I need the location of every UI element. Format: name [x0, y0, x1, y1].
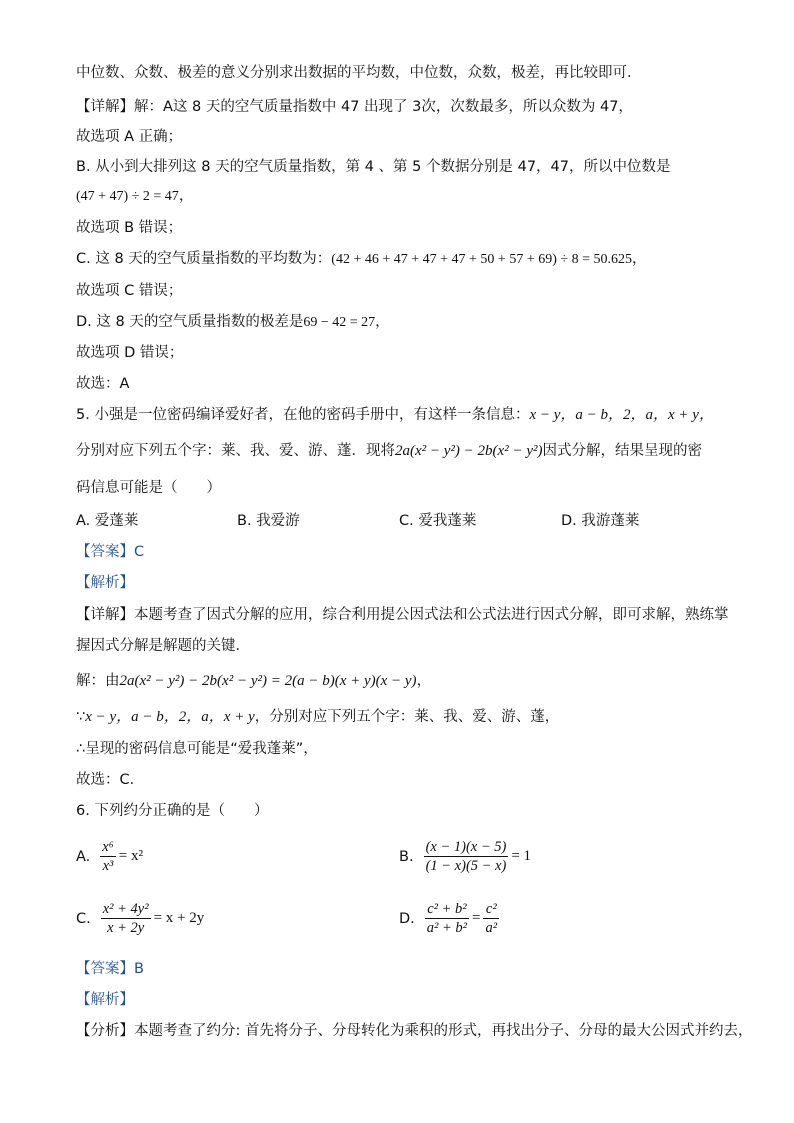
- text-line: B. 从小到大排列这 8 天的空气质量指数，第 4 、第 5 个数据分别是 47，47，所以中位数是: [76, 159, 671, 175]
- math-expression: x − y，a − b，2，a，x + y: [85, 709, 255, 725]
- question-5: 5. 小强是一位密码编译爱好者，在他的密码手册中，有这样一条信息：x − y，a − b，2，a，x + y，: [76, 407, 714, 423]
- analysis-tag: 【解析】: [76, 992, 134, 1008]
- text-line: 分别对应下列五个字：莱、我、爱、游、蓬．现将2a(x² − y²) − 2b(x² − y²)因式分解，结果呈现的密: [76, 443, 702, 459]
- text-line: (47 + 47) ÷ 2 = 47，: [76, 188, 194, 204]
- text-line: ∵x − y，a − b，2，a，x + y，分别对应下列五个字：莱、我、爱、游、蓬，: [76, 709, 560, 725]
- fraction: $\frac{\text{c²}}{\text{a²}}$: [485, 901, 498, 936]
- option-d: D. $\frac{\text{c² + b²}}{\text{a² + b²}}$ = $\frac{\text{c²}}{\text{a²}}$: [399, 901, 498, 936]
- math-expression: (42 + 46 + 47 + 47 + 47 + 50 + 57 + 69) ÷ 8 = 50.625: [331, 252, 632, 267]
- option-b: B. 我爱游: [237, 513, 300, 529]
- text-line: 【分析】本题考查了约分: 首先将分子、分母转化为乘积的形式，再找出分子、分母的最大公因式并约去，: [76, 1023, 753, 1039]
- text-line: 握因式分解是解题的关键．: [76, 638, 250, 654]
- fraction: $\frac{\text{x² + 4y²}}{x + 2y}$: [102, 901, 149, 936]
- answer-tag: 【答案】B: [76, 961, 144, 977]
- text-line: 故选项 B 错误；: [76, 220, 183, 236]
- analysis-tag: 【解析】: [76, 575, 134, 591]
- fraction: $\frac{\text{c² + b²}}{\text{a² + b²}}$: [426, 901, 468, 936]
- math-expression: 69 − 42 = 27: [303, 315, 376, 330]
- text-line: 【详解】解：A这 8 天的空气质量指数中 47 出现了 3次，次数最多，所以众数为 47，: [76, 99, 633, 115]
- text-line: 故选：A: [76, 376, 130, 392]
- text-line: ∴呈现的密码信息可能是“爱我蓬莱”，: [76, 741, 318, 757]
- answer-tag: 【答案】C: [76, 544, 145, 560]
- detail-tag: 【详解】: [76, 607, 134, 623]
- math-expression: 2a(x² − y²) − 2b(x² − y²): [395, 443, 543, 459]
- analysis-subtag: 【分析】: [76, 1023, 134, 1039]
- option-a: A. $\frac{\text{x⁶}}{\text{x³}}$ = x²: [76, 839, 143, 874]
- math-expression: (47 + 47) ÷ 2 = 47: [76, 189, 179, 204]
- math-expression: 2a(x² − y²) − 2b(x² − y²) = 2(a − b)(x + y)(x − y): [119, 673, 417, 689]
- text-line: 码信息可能是（ ）: [76, 480, 221, 496]
- option-b: B. $\frac{(x - 1)(x - 5)}{(1 - x)(5 - x)}$ = 1: [399, 839, 532, 874]
- fraction: $\frac{\text{x⁶}}{\text{x³}}$: [102, 839, 114, 874]
- fraction: $\frac{(x - 1)(x - 5)}{(1 - x)(5 - x)}$: [425, 839, 507, 874]
- math-expression: x − y，a − b，2，a，x + y，: [529, 407, 714, 423]
- detail-tag: 【详解】: [76, 99, 134, 115]
- text-line: 中位数、众数、极差的意义分别求出数据的平均数，中位数，众数，极差，再比较即可．: [76, 65, 642, 81]
- text-line: 故选项 C 错误；: [76, 283, 183, 299]
- text-line: 故选项 D 错误；: [76, 345, 184, 361]
- text-line: 解：由2a(x² − y²) − 2b(x² − y²) = 2(a − b)(x + y)(x − y)，: [76, 673, 432, 689]
- text-line: C. 这 8 天的空气质量指数的平均数为：(42 + 46 + 47 + 47 + 47 + 50 + 57 + 69) ÷ 8 = 50.625，: [76, 251, 647, 267]
- question-6: 6. 下列约分正确的是（ ）: [76, 803, 269, 819]
- text-line: 故选项 A 正确；: [76, 129, 183, 145]
- text-line: 【详解】本题考查了因式分解的应用，综合利用提公因式法和公式法进行因式分解，即可求解，熟练掌: [76, 607, 729, 623]
- option-c: C. 爱我蓬莱: [399, 513, 477, 529]
- text-line: 故选：C．: [76, 772, 145, 788]
- option-c: C. $\frac{\text{x² + 4y²}}{x + 2y}$ = x + 2y: [76, 901, 205, 936]
- option-d: D. 我游蓬莱: [561, 513, 640, 529]
- text-line: D. 这 8 天的空气质量指数的极差是69 − 42 = 27，: [76, 314, 390, 330]
- option-a: A. 爱蓬莱: [76, 513, 139, 529]
